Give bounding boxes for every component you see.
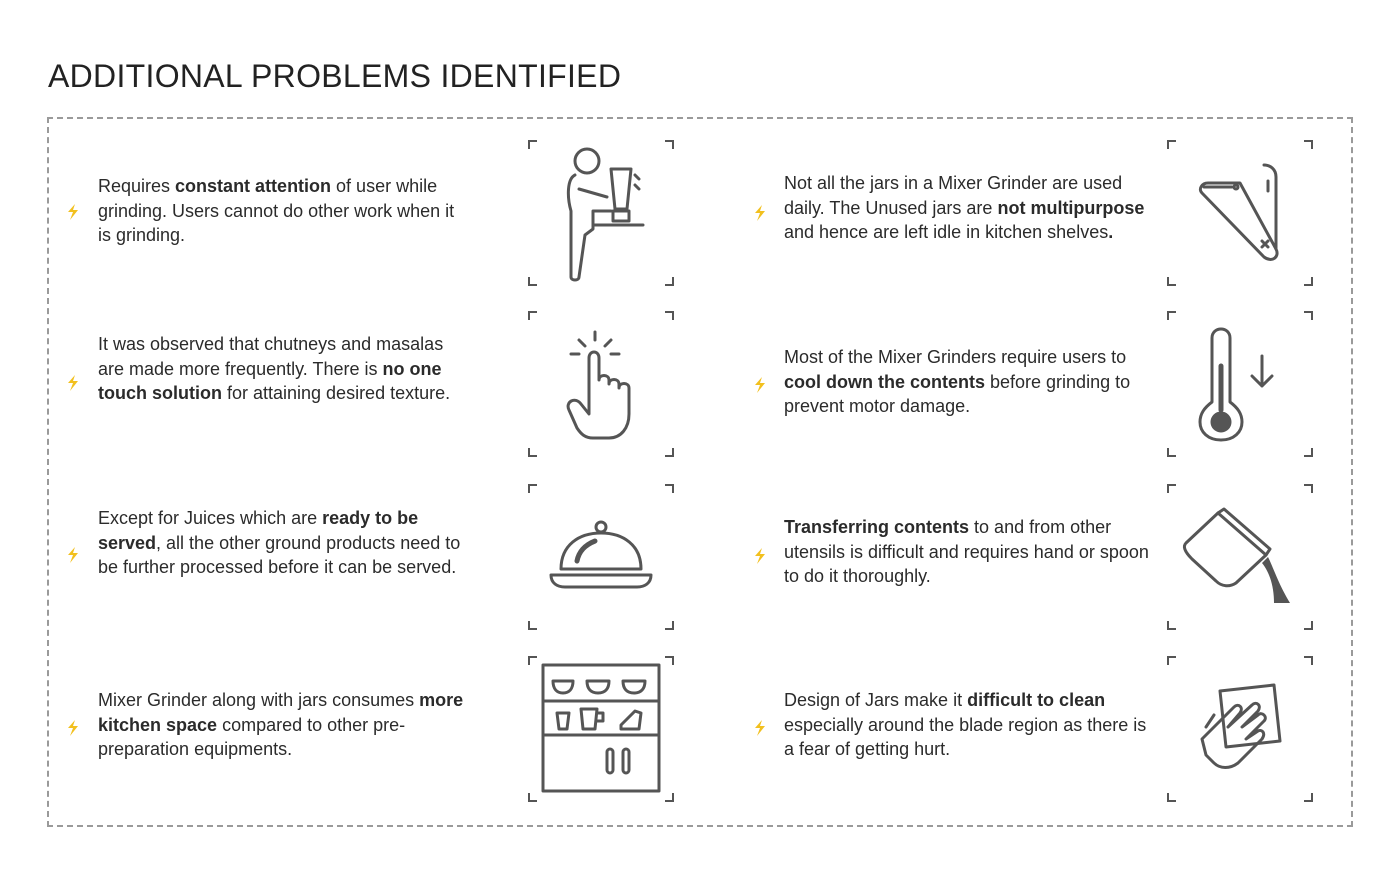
emphasis-text: . [1108,222,1114,243]
kitchen-cabinet-icon [527,655,675,803]
problem-text [784,515,1156,589]
touch-hand-icon [527,310,675,458]
bolt-bullet-icon [751,204,769,222]
body-text: compared to other pre-preparation equipments. [98,714,406,760]
body-text: especially around the blade region as there is a fear of getting hurt. [784,714,1147,760]
body-text: Not all the jars in a Mixer Grinder are used daily. The Unused jars are [784,173,1123,218]
body-text: , all the other ground products need to be further processed before it can be served. [98,532,461,578]
bolt-bullet-icon [64,374,82,392]
emphasis-text: more kitchen space [98,690,464,735]
body-text: Design of Jars make it [784,690,968,710]
page-title: ADDITIONAL PROBLEMS IDENTIFIED [48,58,622,94]
body-text: It was observed that chutneys and masalas are made more frequently. There is [98,334,444,379]
serving-cloche-icon [527,483,675,631]
problem-text [98,174,470,248]
emphasis-text: difficult to clean [967,690,1106,710]
body-text: for attaining desired texture. [221,383,451,404]
emphasis-text: cool down the contents [784,371,985,392]
problem-text [784,345,1156,419]
body-text: Mixer Grinder along with jars consumes [98,690,420,710]
emphasis-text: not multipurpose [997,197,1145,218]
multitool-knife-icon [1166,139,1314,287]
problem-text [98,688,470,762]
pouring-jug-icon [1166,483,1314,631]
bolt-bullet-icon [751,719,769,737]
emphasis-text: ready to be served [98,508,419,553]
bolt-bullet-icon [751,547,769,565]
bolt-bullet-icon [751,376,769,394]
body-text: of user while grinding. Users cannot do other work when it is grinding. [98,176,455,246]
bolt-bullet-icon [64,546,82,564]
body-text: Most of the Mixer Grinders require users to [784,347,1127,367]
emphasis-text: constant attention [175,176,332,196]
problem-text [784,688,1156,762]
problem-text [98,332,470,406]
problem-text [784,171,1156,245]
emphasis-text: Transferring contents [784,517,970,537]
person-using-blender-icon [527,139,675,287]
hand-wiping-cloth-icon [1166,655,1314,803]
thermometer-down-icon [1166,310,1314,458]
body-text: and hence are left idle in kitchen shelves [784,222,1109,243]
body-text: to and from other utensils is difficult and requires hand or spoon to do it thoroughly. [784,517,1149,587]
problem-text [98,506,470,580]
body-text: before grinding to prevent motor damage. [784,371,1131,417]
emphasis-text: no one touch solution [98,358,442,404]
bolt-bullet-icon [64,719,82,737]
bolt-bullet-icon [64,203,82,221]
body-text: Requires [98,176,176,196]
body-text: Except for Juices which are [98,508,323,528]
